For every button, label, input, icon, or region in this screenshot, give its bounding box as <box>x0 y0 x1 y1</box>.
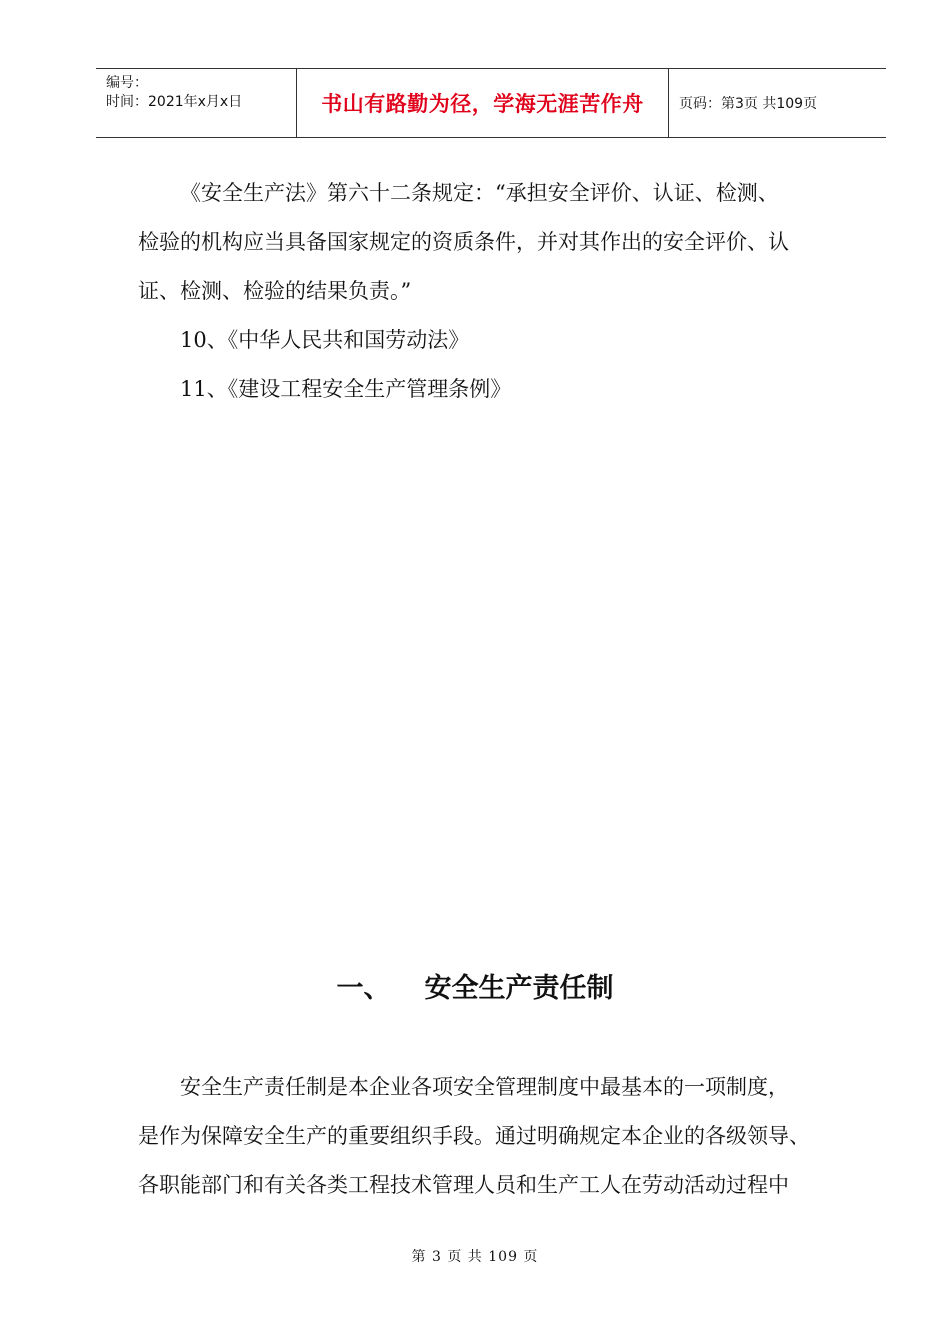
header-meta-cell <box>96 69 297 137</box>
paragraph-line: 安全生产责任制是本企业各项安全管理制度中最基本的一项制度， <box>180 1075 789 1099</box>
paragraph-line: 各职能部门和有关各类工程技术管理人员和生产工人在劳动活动过程中 <box>138 1173 789 1197</box>
list-item-11: 11、《建设工程安全生产管理条例》 <box>180 377 512 401</box>
paragraph-line: 检验的机构应当具备国家规定的资质条件，并对其作出的安全评价、认 <box>138 230 789 254</box>
header-motto: 书山有路勤为径，学海无涯苦作舟 <box>321 92 644 116</box>
header-page-info: 页码：第3页 共109页 <box>679 96 818 112</box>
paragraph-responsibility <box>138 1063 858 1210</box>
serial-label: 编号： <box>106 75 148 91</box>
paragraph-safety-law <box>138 169 858 414</box>
paragraph-line: 是作为保障安全生产的重要组织手段。通过明确规定本企业的各级领导、 <box>138 1124 810 1148</box>
paragraph-line: 《安全生产法》第六十二条规定：“承担安全评价、认证、检测、 <box>180 181 779 205</box>
page-footer: 第 3 页 共 109 页 <box>411 1249 539 1265</box>
document-header <box>96 68 886 138</box>
header-motto-cell <box>297 69 669 137</box>
paragraph-line: 证、检测、检验的结果负责。” <box>138 279 412 303</box>
list-item-10: 10、《中华人民共和国劳动法》 <box>180 328 470 352</box>
header-page-cell <box>669 69 886 137</box>
section-number: 一、 <box>336 973 391 1004</box>
time-label: 时间：2021年x月x日 <box>106 94 243 110</box>
section-title: 安全生产责任制 <box>424 973 614 1004</box>
section-heading <box>0 966 950 1005</box>
